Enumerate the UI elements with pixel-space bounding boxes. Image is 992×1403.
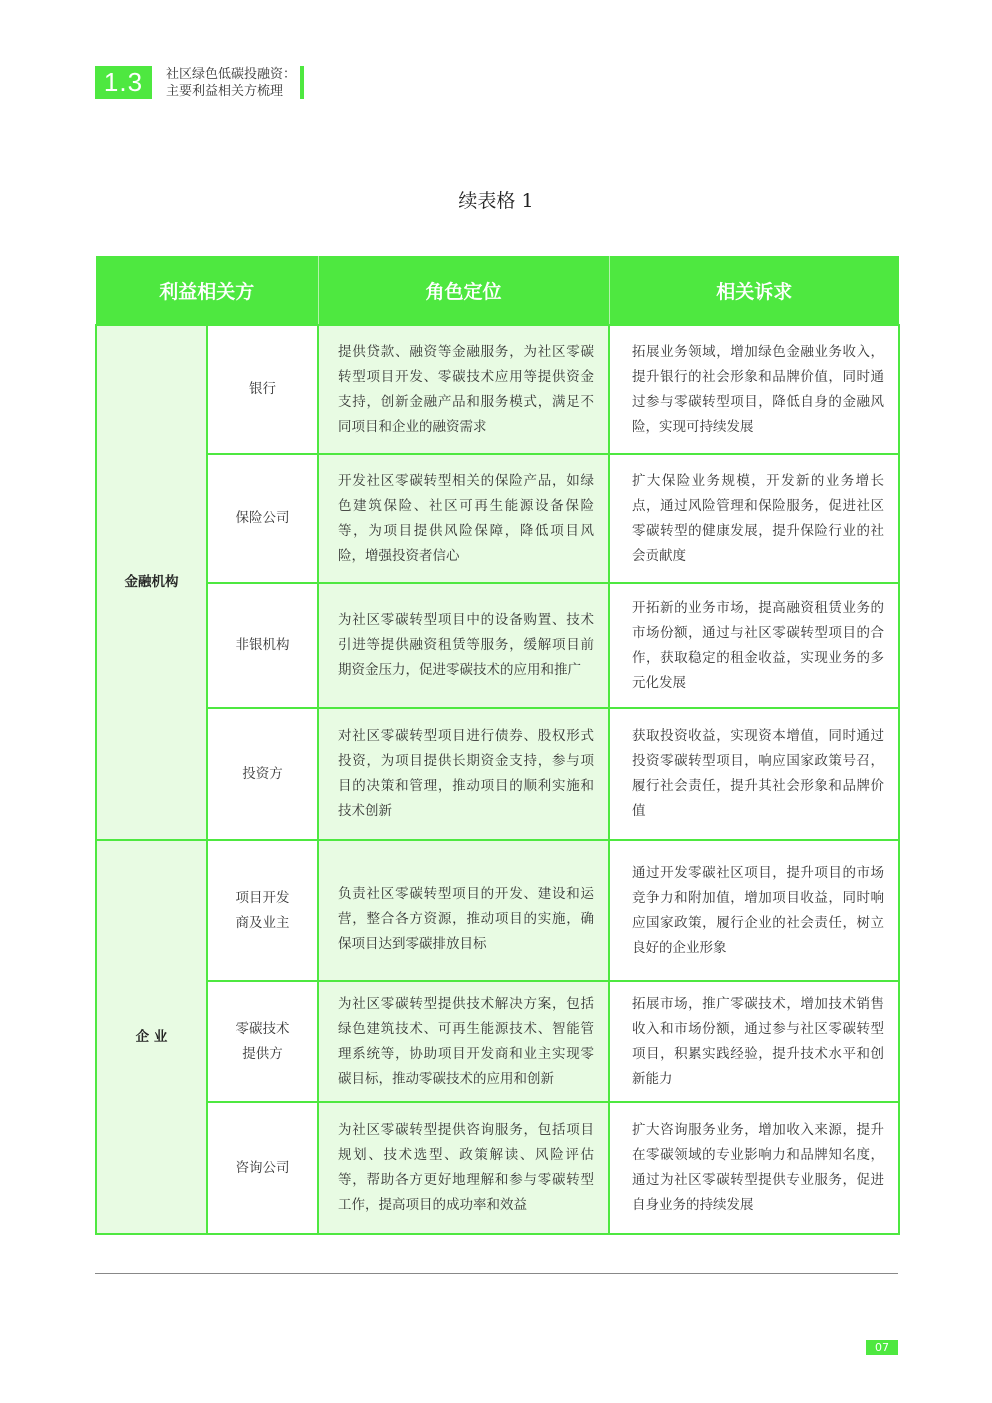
table-header-row [96,256,899,325]
stakeholder-name-line: 零碳技术 [235,1020,290,1037]
role-cell: 对社区零碳转型项目进行债券、股权形式投资，为项目提供长期资金支持，参与项目的决策和管理，推动项目的顺利实施和技术创新 [318,708,609,840]
table-caption: 续表格 1 [458,190,534,212]
demand-cell: 拓展市场，推广零碳技术，增加技术销售收入和市场份额，通过参与社区零碳转型项目，积累实践经验，提升技术水平和创新能力 [609,981,899,1102]
stakeholder-name-line: 非银机构 [235,637,290,653]
table-row [96,981,899,1102]
table-row [96,454,899,583]
role-cell: 负责社区零碳转型项目的开发、建设和运营，整合各方资源，推动项目的实施，确保项目达到零碳排放目标 [318,840,609,981]
stakeholder-table [95,256,900,1235]
demand-cell: 获取投资收益，实现资本增值，同时通过投资零碳转型项目，响应国家政策号召，履行社会责任，提升其社会形象和品牌价值 [609,708,899,840]
table-row [96,325,899,454]
role-cell: 为社区零碳转型提供技术解决方案，包括绿色建筑技术、可再生能源技术、智能管理系统等，协助项目开发商和业主实现零碳目标，推动零碳技术的应用和创新 [318,981,609,1102]
section-title-line1: 社区绿色低碳投融资： [166,67,297,82]
demand-cell: 扩大保险业务规模，开发新的业务增长点，通过风险管理和保险服务，促进社区零碳转型的健康发展，提升保险行业的社会贡献度 [609,454,899,583]
section-title [166,66,296,100]
section-divider-bar [300,66,304,99]
category-financial: 金融机构 [96,325,207,840]
stakeholder-name-line: 项目开发 [235,889,290,906]
stakeholder-name-line: 保险公司 [235,510,290,526]
stakeholder-name-line: 投资方 [242,765,283,782]
header-stakeholder: 利益相关方 [96,256,318,325]
stakeholder-name-line: 银行 [249,381,276,397]
demand-cell: 扩大咨询服务业务，增加收入来源，提升在零碳领域的专业影响力和品牌知名度，通过为社区零碳转型提供专业服务，促进自身业务的持续发展 [609,1102,899,1234]
footer-divider [95,1273,898,1274]
table-row [96,583,899,708]
role-cell: 为社区零碳转型项目中的设备购置、技术引进等提供融资租赁等服务，缓解项目前期资金压力，促进零碳技术的应用和推广 [318,583,609,708]
category-enterprise: 企 业 [96,840,207,1234]
section-number: 1.3 [95,66,152,99]
demand-cell: 拓展业务领域，增加绿色金融业务收入，提升银行的社会形象和品牌价值，同时通过参与零碳转型项目，降低自身的金融风险，实现可持续发展 [609,325,899,454]
role-cell: 开发社区零碳转型相关的保险产品，如绿色建筑保险、社区可再生能源设备保险等，为项目提供风险保障，降低项目风险，增强投资者信心 [318,454,609,583]
stakeholder-name-line: 提供方 [242,1045,283,1062]
section-title-line2: 主要利益相关方梳理 [166,84,284,99]
stakeholder-name [207,454,318,583]
role-cell: 提供贷款、融资等金融服务，为社区零碳转型项目开发、零碳技术应用等提供资金支持，创新金融产品和服务模式，满足不同项目和企业的融资需求 [318,325,609,454]
table-row [96,1102,899,1234]
stakeholder-name [207,583,318,708]
stakeholder-name [207,708,318,840]
stakeholder-name-line: 商及业主 [235,914,290,931]
demand-cell: 通过开发零碳社区项目，提升项目的市场竞争力和附加值，增加项目收益，同时响应国家政策，履行企业的社会责任，树立良好的企业形象 [609,840,899,981]
table-row [96,708,899,840]
header-role: 角色定位 [318,256,609,325]
stakeholder-name [207,840,318,981]
stakeholder-name-line: 咨询公司 [235,1159,290,1176]
role-cell: 为社区零碳转型提供咨询服务，包括项目规划、技术选型、政策解读、风险评估等，帮助各方更好地理解和参与零碳转型工作，提高项目的成功率和效益 [318,1102,609,1234]
stakeholder-name [207,981,318,1102]
header-demand: 相关诉求 [609,256,899,325]
demand-cell: 开拓新的业务市场，提高融资租赁业务的市场份额，通过与社区零碳转型项目的合作，获取稳定的租金收益，实现业务的多元化发展 [609,583,899,708]
stakeholder-name [207,325,318,454]
table-row [96,840,899,981]
page-number: 07 [866,1340,898,1355]
stakeholder-name [207,1102,318,1234]
